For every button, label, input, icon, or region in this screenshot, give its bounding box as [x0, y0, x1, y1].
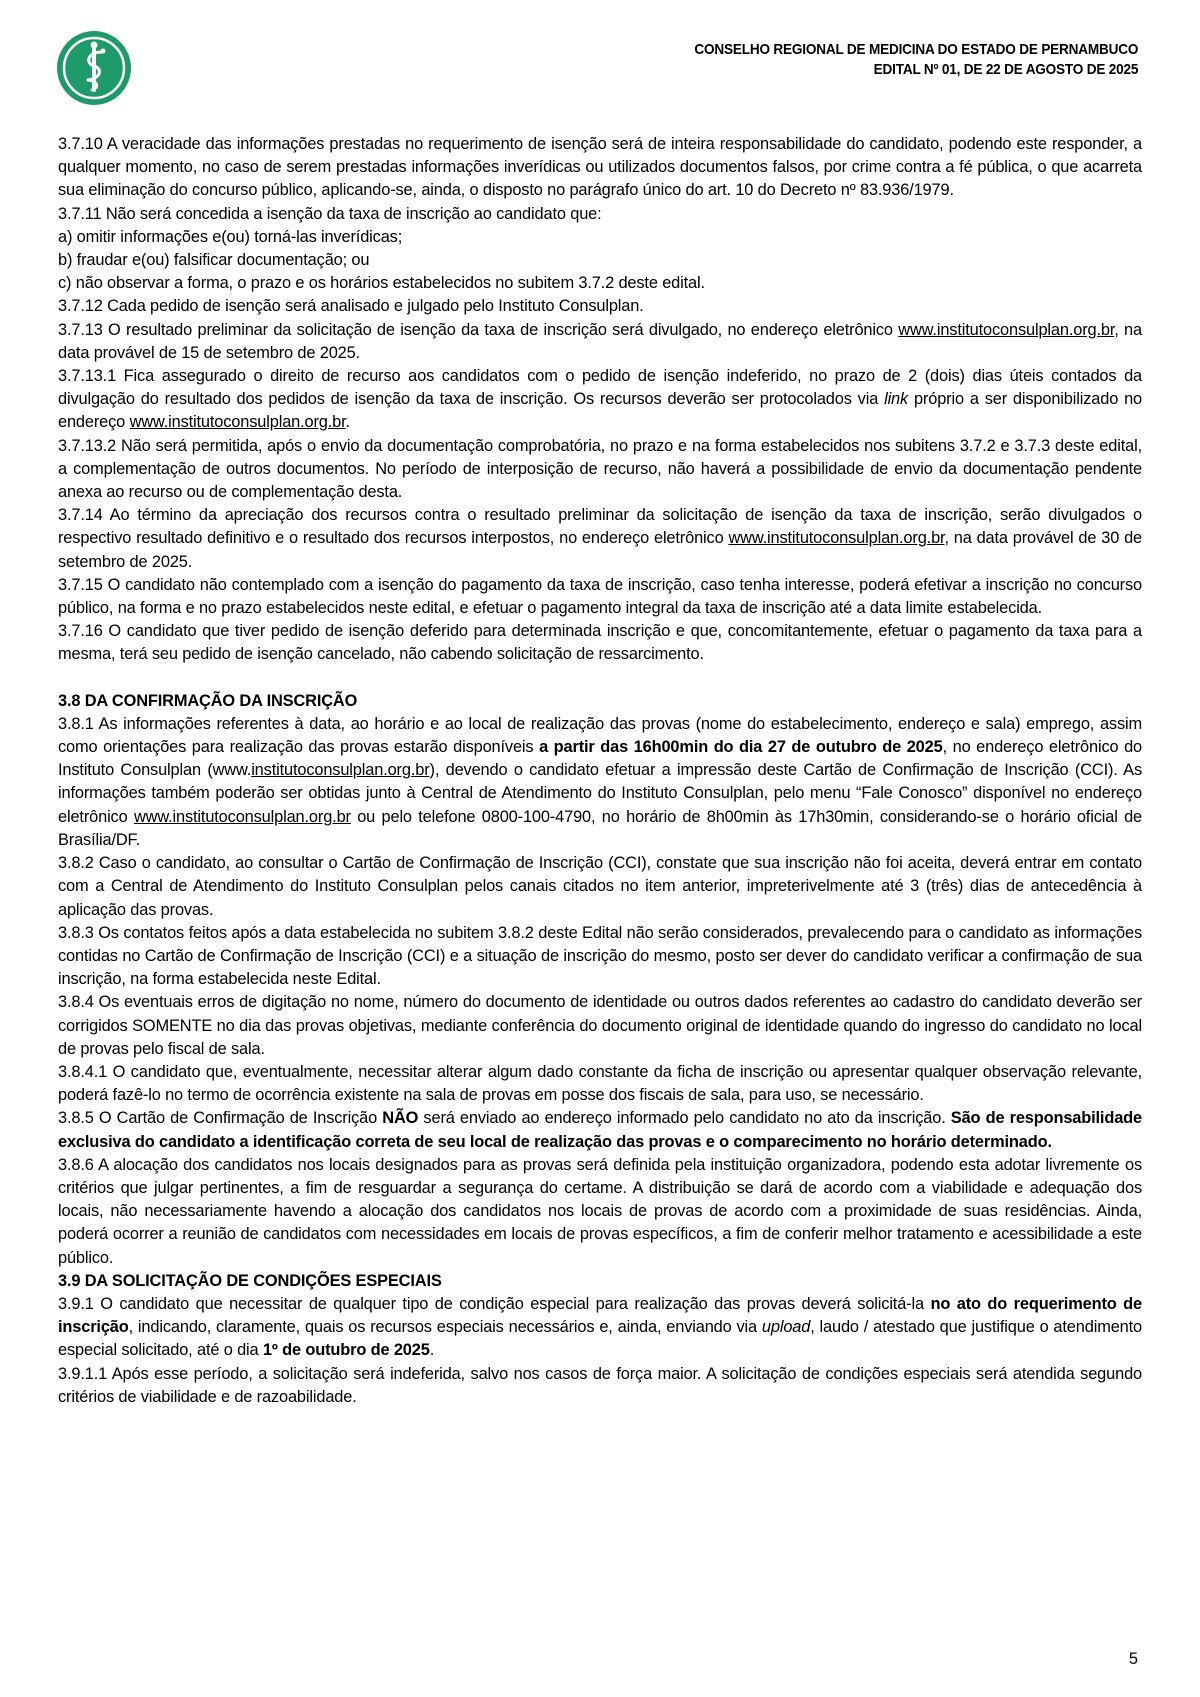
consulplan-link[interactable]: www.institutoconsulplan.org.br	[728, 529, 945, 548]
consulplan-link[interactable]: www.institutoconsulplan.org.br	[898, 320, 1115, 339]
paragraph-3-7-13-2: 3.7.13.2 Não será permitida, após o envio da documentação comprobatória, no prazo e na forma estabelecidos nos subitens 3.7.2 e 3.7.3 deste edital, a complementação de outros documentos. No período de interposição de recurso, não haverá a possibilidade de envio da documentação pendente anexa ao recurso ou de complementação desta.	[58, 436, 1142, 502]
header-organization: CONSELHO REGIONAL DE MEDICINA DO ESTADO DE PERNAMBUCO	[694, 42, 1138, 58]
paragraph-3-7-11: 3.7.11 Não será concedida a isenção da taxa de inscrição ao candidato que:	[58, 204, 602, 223]
paragraph-3-7-14: 3.7.14 Ao término da apreciação dos recursos contra o resultado preliminar da solicitação de isenção da taxa de inscrição, serão divulgados o respectivo resultado definitivo e o resultado dos recursos interpostos, no endereço eletrônico www.institutoconsulplan.org.br, na data provável de 30 de setembro de 2025.	[58, 506, 1143, 571]
section-heading-3-9: 3.9 DA SOLICITAÇÃO DE CONDIÇÕES ESPECIAIS	[58, 1271, 442, 1290]
list-item-3-7-11-c: c) não observar a forma, o prazo e os horários estabelecidos no subitem 3.7.2 deste edital.	[58, 274, 705, 293]
paragraph-3-7-10: 3.7.10 A veracidade das informações prestadas no requerimento de isenção será de inteira responsabilidade do candidato, podendo este responder, a qualquer momento, no caso de serem prestadas informações inverídicas ou utilizados documentos falsos, por crime contra a fé pública, o que acarreta sua eliminação do concurso público, aplicando-se, ainda, o disposto no parágrafo único do art. 10 do Decreto nº 83.936/1979.	[58, 135, 1142, 200]
paragraph-3-7-15: 3.7.15 O candidato não contemplado com a isenção do pagamento da taxa de inscrição, caso tenha interesse, poderá efetivar a inscrição no concurso público, na forma e no prazo estabelecidos neste edital, e efetuar o pagamento integral da taxa de inscrição até a data limite estabelecida.	[58, 575, 1142, 618]
consulplan-link[interactable]: institutoconsulplan.org.br	[251, 761, 430, 780]
paragraph-3-8-6: 3.8.6 A alocação dos candidatos nos locais designados para as provas será definida pela instituição organizadora, podendo esta adotar livremente os critérios que julgar pertinentes, a fim de resguardar a segurança do certame. A distribuição se dará de acordo com a viabilidade e adequação dos locais, não necessariamente havendo a alocação dos candidatos nos locais de provas de acordo com a proximidade de suas residências. Ainda, poderá ocorrer a reunião de candidatos com necessidades em locais de provas específicos, a fim de conferir melhor tratamento e acessibilidade a este público.	[58, 1155, 1142, 1267]
page-number: 5	[1128, 1650, 1138, 1668]
document-header	[694, 40, 1138, 80]
paragraph-3-8-5: 3.8.5 O Cartão de Confirmação de Inscrição NÃO será enviado ao endereço informado pelo candidato no ato da inscrição. São de responsabilidade exclusiva do candidato a identificação correta de seu local de realização das provas e o comparecimento no horário determinado.	[58, 1109, 1142, 1151]
paragraph-3-9-1-1: 3.9.1.1 Após esse período, a solicitação será indeferida, salvo nos casos de força maior. A solicitação de condições especiais será atendida segundo critérios de viabilidade e de razoabilidade.	[58, 1364, 1142, 1406]
paragraph-3-8-4: 3.8.4 Os eventuais erros de digitação no nome, número do documento de identidade ou outros dados referentes ao cadastro do candidato deverão ser corrigidos SOMENTE no dia das provas objetivas, mediante conferência do documento original de identidade quando do ingresso do candidato no local de provas pelo fiscal de sala.	[58, 993, 1142, 1058]
paragraph-3-7-12: 3.7.12 Cada pedido de isenção será analisado e julgado pelo Instituto Consulplan.	[58, 297, 644, 316]
consulplan-link[interactable]: www.institutoconsulplan.org.br	[133, 807, 351, 826]
section-heading-3-8: 3.8 DA CONFIRMAÇÃO DA INSCRIÇÃO	[58, 691, 358, 710]
paragraph-3-7-16: 3.7.16 O candidato que tiver pedido de isenção deferido para determinada inscrição e que, concomitantemente, efetuar o pagamento da taxa para a mesma, terá seu pedido de isenção cancelado, não cabendo solicitação de ressarcimento.	[58, 622, 1142, 664]
section-gap	[58, 667, 1142, 690]
paragraph-3-8-1: 3.8.1 As informações referentes à data, ao horário e ao local de realização das provas (nome do estabelecimento, endereço e sala) emprego, assim como orientações para realização das provas estarão disponíveis a partir das 16h00min do dia 27 de outubro de 2025, no endereço eletrônico do Instituto Consulplan (www.institutoconsulplan.org.br), devendo o candidato efetuar a impressão deste Cartão de Confirmação de Inscrição (CCI). As informações também poderão ser obtidas junto à Central de Atendimento do Instituto Consulplan, pelo menu “Fale Conosco” disponível no endereço eletrônico www.institutoconsulplan.org.br ou pelo telefone 0800-100-4790, no horário de 8h00min às 17h30min, considerando-se o horário oficial de Brasília/DF.	[58, 714, 1143, 849]
consulplan-link[interactable]: www.institutoconsulplan.org.br	[129, 413, 346, 432]
paragraph-3-7-13: 3.7.13 O resultado preliminar da solicitação de isenção da taxa de inscrição será divulgado, no endereço eletrônico www.institutoconsulplan.org.br, na data provável de 15 de setembro de 2025.	[58, 320, 1142, 362]
paragraph-3-8-4-1: 3.8.4.1 O candidato que, eventualmente, necessitar alterar algum dado constante da ficha de inscrição ou apresentar qualquer observação relevante, poderá fazê-lo no termo de ocorrência existente na sala de provas em posse dos fiscais de sala, para uso, se necessário.	[58, 1062, 1142, 1105]
list-item-3-7-11-a: a) omitir informações e(ou) torná-las inverídicas;	[58, 227, 403, 246]
paragraph-3-7-13-1: 3.7.13.1 Fica assegurado o direito de recurso aos candidatos com o pedido de isenção indeferido, no prazo de 2 (dois) dias úteis contados da divulgação do resultado dos pedidos de isenção da taxa de inscrição. Os recursos deverão ser protocolados via link próprio a ser disponibilizado no endereço www.institutoconsulplan.org.br.	[58, 367, 1142, 432]
medical-caduceus-logo-icon	[56, 30, 132, 106]
header-edital-title: EDITAL Nº 01, DE 22 DE AGOSTO DE 2025	[873, 62, 1138, 78]
list-item-3-7-11-b: b) fraudar e(ou) falsificar documentação; ou	[58, 251, 370, 270]
paragraph-3-8-2: 3.8.2 Caso o candidato, ao consultar o Cartão de Confirmação de Inscrição (CCI), constate que sua inscrição não foi aceita, deverá entrar em contato com a Central de Atendimento do Instituto Consulplan pelos canais citados no item anterior, impreterivelmente até 3 (três) dias de antecedência à aplicação das provas.	[58, 854, 1142, 919]
document-body	[58, 133, 1142, 1409]
paragraph-3-8-3: 3.8.3 Os contatos feitos após a data estabelecida no subitem 3.8.2 deste Edital não serão considerados, prevalecendo para o candidato as informações contidas no Cartão de Confirmação de Inscrição (CCI) e a situação de inscrição do mesmo, posto ser dever do candidato verificar a confirmação de sua inscrição, na forma estabelecida neste Edital.	[58, 923, 1142, 989]
paragraph-3-9-1: 3.9.1 O candidato que necessitar de qualquer tipo de condição especial para realização das provas deverá solicitá-la no ato do requerimento de inscrição, indicando, claramente, quais os recursos especiais necessários e, ainda, enviando via upload, laudo / atestado que justifique o atendimento especial solicitado, até o dia 1º de outubro de 2025.	[58, 1294, 1142, 1360]
